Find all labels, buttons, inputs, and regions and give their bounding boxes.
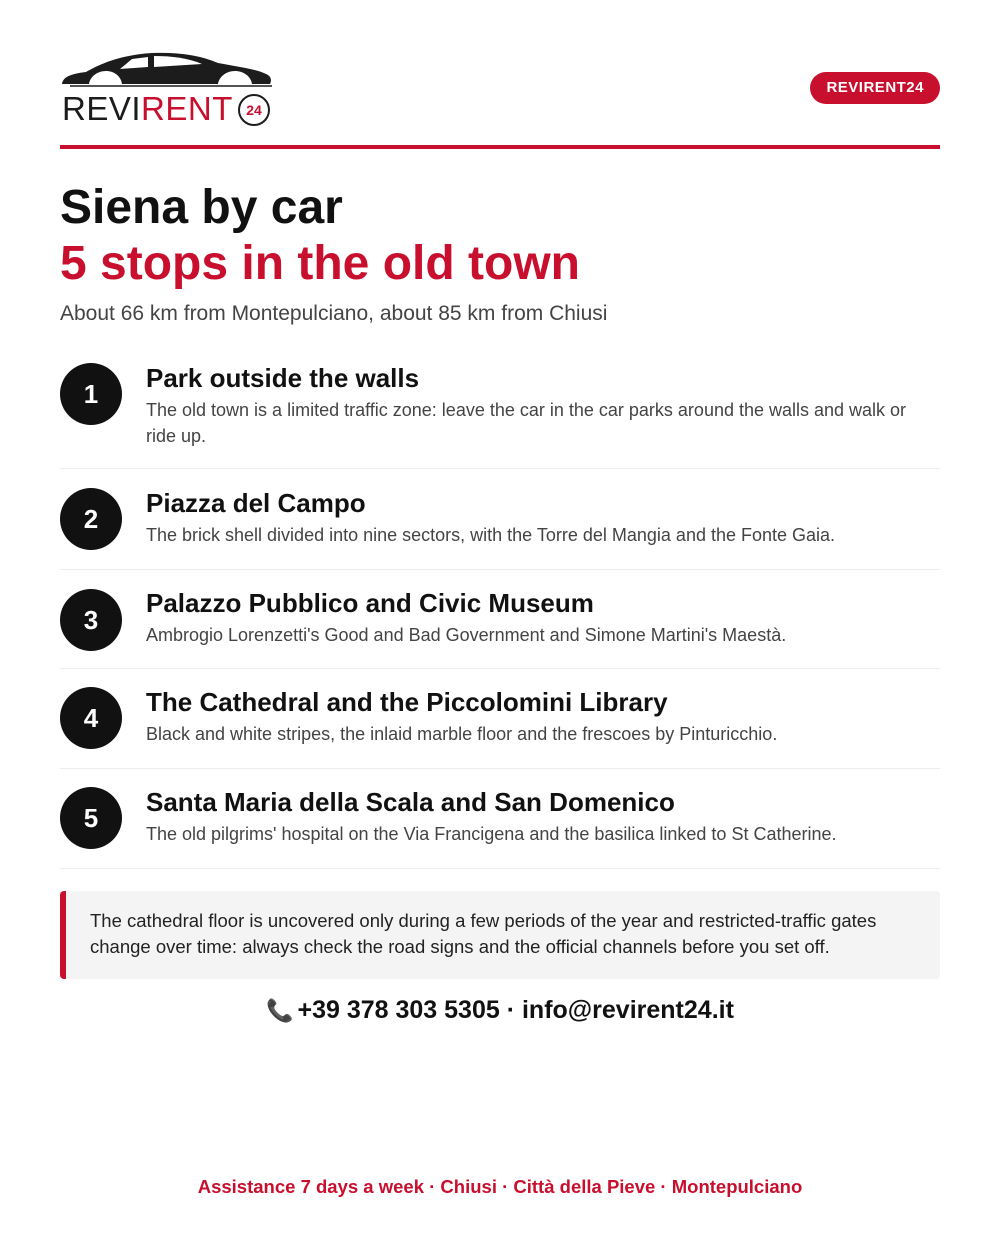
stop-title: The Cathedral and the Piccolomini Library (146, 687, 668, 717)
stop-item-5 (60, 769, 940, 869)
car-silhouette-icon (60, 50, 274, 90)
stop-title: Piazza del Campo (146, 488, 366, 518)
stop-body (146, 487, 940, 548)
footer-locations: Assistance 7 days a week · Chiusi · Città della Pieve · Montepulciano (197, 1176, 803, 1197)
stops-list (60, 360, 940, 869)
logo-wordmark-secondary: RENT (141, 90, 233, 127)
stop-number-badge: 1 (60, 363, 122, 425)
advisory-note: The cathedral floor is uncovered only during a few periods of the year and restricted-traffic gates change over time: always check the road signs and the official channels before you set off. (60, 891, 940, 979)
header-divider (60, 145, 940, 149)
page-title (60, 180, 580, 292)
phone-icon: 📞 (266, 998, 294, 1023)
stop-description: Ambrogio Lorenzetti's Good and Bad Government and Simone Martini's Maestà. (146, 625, 787, 645)
title-line-2: 5 stops in the old town (60, 237, 580, 290)
revirent-logo[interactable] (60, 50, 274, 126)
stop-number-badge: 4 (60, 687, 122, 749)
logo-wordmark-primary: REVI (62, 90, 142, 127)
stop-number-badge: 3 (60, 589, 122, 651)
logo-badge: 24 (238, 94, 270, 126)
stop-description: The brick shell divided into nine sectors, with the Torre del Mangia and the Fonte Gaia. (146, 525, 836, 545)
stop-title: Park outside the walls (146, 363, 420, 393)
stop-item-1 (60, 360, 940, 469)
page-subtitle: About 66 km from Montepulciano, about 85 km from Chiusi (60, 302, 608, 325)
stop-body (146, 686, 940, 747)
stop-body (146, 362, 940, 449)
stop-title: Palazzo Pubblico and Civic Museum (146, 588, 594, 618)
stop-body (146, 587, 940, 648)
stop-item-2 (60, 469, 940, 570)
stop-title: Santa Maria della Scala and San Domenico (146, 787, 675, 817)
stop-description: The old pilgrims' hospital on the Via Francigena and the basilica linked to St Catherine. (146, 824, 837, 844)
contact-line (0, 994, 1000, 1027)
title-line-1: Siena by car (60, 181, 343, 234)
stop-item-3 (60, 570, 940, 669)
stop-number-badge: 5 (60, 787, 122, 849)
contact-text[interactable]: +39 378 303 5305 · info@revirent24.it (297, 996, 734, 1024)
stop-body (146, 786, 940, 847)
stop-description: Black and white stripes, the inlaid marble floor and the frescoes by Pinturicchio. (146, 724, 778, 744)
stop-number-badge: 2 (60, 488, 122, 550)
brand-pill[interactable]: REVIRENT24 (810, 72, 940, 104)
stop-description: The old town is a limited traffic zone: leave the car in the car parks around the walls and walk or ride up. (146, 400, 907, 446)
stop-item-4 (60, 669, 940, 769)
logo-wordmark (62, 92, 233, 125)
header (60, 44, 940, 127)
